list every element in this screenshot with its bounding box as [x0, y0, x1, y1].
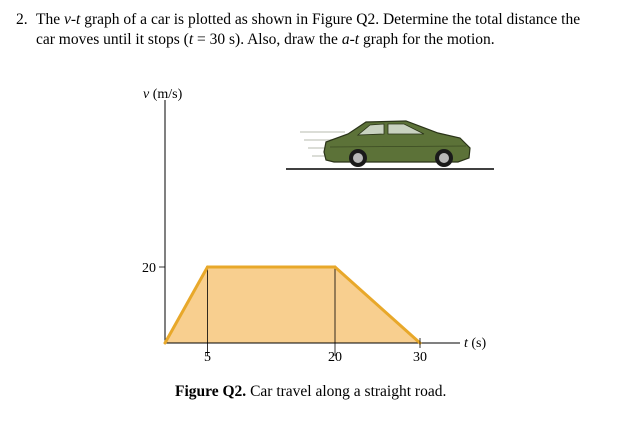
car-illustration	[286, 121, 494, 169]
area-fill	[165, 267, 420, 343]
x-tick-label-20: 20	[328, 350, 342, 365]
car-front-wheel	[435, 149, 453, 167]
caption-text: Car travel along a straight road.	[246, 383, 447, 400]
x-tick-label-5: 5	[204, 350, 211, 365]
caption-label: Figure Q2.	[175, 383, 247, 400]
x-tick-label-30: 30	[413, 350, 427, 365]
y-axis-label: v (m/s)	[143, 87, 183, 102]
question-line-1-text: The v-t graph of a car is plotted as shown in Figure Q2. Determine the total distance the	[36, 11, 581, 28]
figure-caption	[175, 383, 446, 401]
x-axis-label: t (s)	[464, 336, 487, 351]
vt-chart	[142, 87, 487, 365]
car-rear-wheel	[349, 149, 367, 167]
question-number: 2.	[16, 11, 28, 28]
question-line-2-text: car moves until it stops (t = 30 s). Also, draw the a-t graph for the motion.	[36, 31, 495, 48]
y-tick-label-20: 20	[142, 261, 156, 276]
